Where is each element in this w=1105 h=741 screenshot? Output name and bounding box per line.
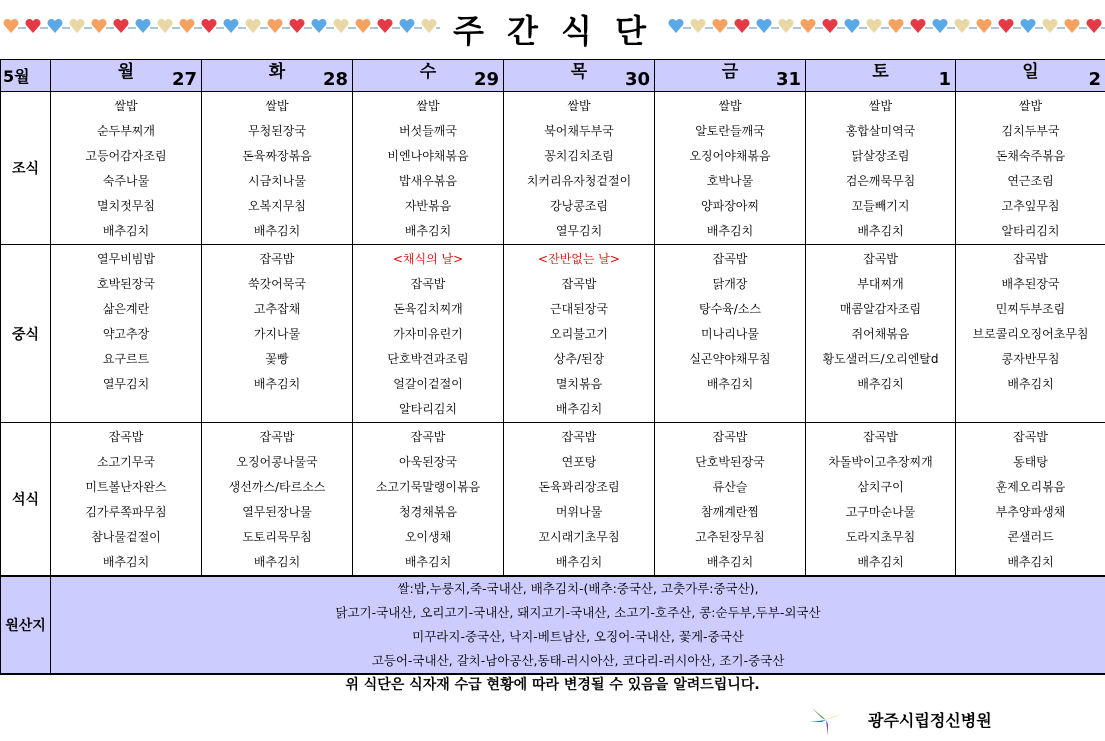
menu-item: 단호박견과조림 — [387, 352, 469, 366]
lunch-row — [1, 245, 1105, 423]
heart-icon — [756, 19, 771, 33]
day-header-tue — [202, 60, 353, 92]
menu-item: 잡곡밥 — [259, 430, 295, 444]
menu-item: 쌀밥 — [567, 99, 591, 113]
menu-item: 근대된장국 — [550, 302, 608, 316]
menu-item: 강낭콩조림 — [550, 199, 608, 213]
menu-item: 밥새우볶음 — [399, 174, 457, 188]
day-date: 30 — [624, 69, 650, 90]
heart-icon — [822, 19, 837, 33]
heart-icon — [311, 19, 326, 33]
menu-item: 오리불고기 — [550, 327, 608, 341]
menu-item: 소고기무국 — [97, 455, 155, 469]
menu-cell — [655, 423, 806, 577]
menu-item: 배추된장국 — [1001, 277, 1060, 291]
menu-cell — [806, 423, 956, 577]
menu-item: 단호박된장국 — [695, 455, 765, 469]
menu-item: 소고기묵말랭이볶음 — [375, 480, 481, 494]
menu-cell — [655, 92, 806, 245]
menu-item: 오이생채 — [404, 530, 452, 544]
menu-cell — [956, 245, 1105, 423]
menu-item: 콘샐러드 — [1007, 530, 1054, 544]
menu-item: 고구마순나물 — [845, 505, 916, 519]
menu-cell — [806, 245, 956, 423]
day-name: 화 — [268, 62, 286, 82]
menu-cell — [51, 245, 202, 423]
menu-item: 상추/된장 — [553, 352, 605, 366]
menu-cell — [51, 92, 202, 245]
day-date: 27 — [171, 69, 197, 90]
menu-item: 매콤알감자조림 — [839, 302, 922, 316]
heart-icon — [1020, 19, 1035, 33]
day-date: 31 — [775, 69, 801, 90]
menu-item: 오징어콩나물국 — [236, 455, 318, 469]
heart-icon — [333, 19, 348, 33]
heart-icon — [245, 19, 260, 33]
heart-icon — [355, 19, 370, 33]
change-notice: 위 식단은 식자재 수급 현황에 따라 변경될 수 있음을 알려드립니다. — [345, 677, 760, 693]
menu-item: 김가루쪽파무침 — [85, 505, 167, 519]
menu-item: 검은깨묵무침 — [845, 174, 916, 188]
menu-item: 배추김치 — [555, 555, 603, 569]
menu-cell — [202, 245, 353, 423]
menu-item: 배추김치 — [706, 377, 754, 391]
meal-label-dinner: 석식 — [1, 423, 51, 577]
menu-item: 꼬들빼기지 — [851, 199, 910, 213]
menu-item: 고등어감자조림 — [85, 149, 167, 163]
menu-item: 배추김치 — [102, 555, 150, 569]
breakfast-row — [1, 92, 1105, 245]
menu-item: 배추김치 — [857, 555, 904, 569]
menu-item: 연포탕 — [561, 455, 597, 469]
heart-icon — [998, 19, 1013, 33]
menu-item: 가자미유린기 — [393, 327, 463, 341]
menu-item: 배추김치 — [404, 224, 452, 238]
menu-cell — [504, 92, 655, 245]
dinner-row — [1, 423, 1105, 577]
menu-cell — [353, 92, 504, 245]
page-title: 주 간 식 단 — [452, 12, 653, 50]
menu-item: 차돌박이고추장찌개 — [828, 455, 933, 469]
menu-item: 북어채두부국 — [544, 124, 614, 138]
menu-item: 얼갈이겉절이 — [393, 377, 463, 391]
menu-item: 탕수육/소스 — [698, 302, 761, 316]
menu-item: 배추김치 — [857, 377, 904, 391]
menu-item: 아욱된장국 — [399, 455, 457, 469]
menu-item: 쌀밥 — [416, 99, 440, 113]
menu-item: 훈제오리볶음 — [995, 480, 1066, 494]
meal-label-breakfast: 조식 — [1, 92, 51, 245]
menu-item: 배추김치 — [706, 555, 754, 569]
menu-item: 오징어야채볶음 — [689, 149, 771, 163]
day-name: 금 — [721, 62, 739, 82]
menu-item: 미트볼난자완스 — [85, 480, 167, 494]
menu-item: 열무된장나물 — [242, 505, 312, 519]
menu-item: 알토란들깨국 — [695, 124, 765, 138]
heart-icon — [179, 19, 194, 33]
heart-icon — [866, 19, 881, 33]
menu-item: 민찌두부조림 — [995, 302, 1066, 316]
menu-item: 콩자반무침 — [1001, 352, 1060, 366]
menu-item: 멸치볶음 — [555, 377, 603, 391]
heart-icon — [1064, 19, 1079, 33]
menu-item: 돈육꽈리장조림 — [538, 480, 620, 494]
menu-item: 배추김치 — [102, 224, 150, 238]
day-name: 토 — [872, 62, 889, 82]
menu-item: 고추잎무침 — [1001, 199, 1060, 213]
menu-item: 열무김치 — [555, 224, 603, 238]
origin-line: 닭고기-국내산, 오리고기-국내산, 돼지고기-국내산, 소고기-호주산, 콩:순두부,두부-외국산 — [335, 605, 821, 620]
heart-icon — [267, 19, 282, 33]
heart-icon — [954, 19, 969, 33]
day-header-wed — [353, 60, 504, 92]
menu-item: 고추된장무침 — [695, 530, 765, 544]
menu-item: 쥐어채볶음 — [851, 327, 910, 341]
menu-item: 배추김치 — [706, 224, 754, 238]
day-name: 일 — [1022, 62, 1039, 82]
menu-item: 잡곡밥 — [561, 277, 597, 291]
menu-item: 쌀밥 — [265, 99, 289, 113]
menu-cell — [655, 245, 806, 423]
menu-item: 실곤약야채무침 — [689, 352, 771, 366]
menu-item: 알타리김치 — [1001, 224, 1060, 238]
menu-item: 배추김치 — [1007, 377, 1054, 391]
menu-item: 숙주나물 — [102, 174, 150, 188]
month-label: 5월 — [1, 60, 51, 92]
menu-item: 배추김치 — [253, 377, 301, 391]
day-name: 월 — [117, 62, 135, 82]
menu-item: 부대찌개 — [857, 277, 904, 291]
menu-item: 도토리묵무침 — [242, 530, 312, 544]
menu-item: 꽃빵 — [265, 352, 289, 366]
menu-item: 생선까스/타르소스 — [228, 480, 326, 494]
heart-icon — [800, 19, 815, 33]
header-row — [1, 60, 1105, 92]
menu-item: 도라지초무침 — [845, 530, 916, 544]
menu-item: 자반볶음 — [404, 199, 452, 213]
menu-item: 고추잡채 — [253, 302, 301, 316]
heart-icon — [223, 19, 238, 33]
menu-item: 동태탕 — [1013, 455, 1048, 469]
menu-item: 배추김치 — [253, 555, 301, 569]
menu-item: 잡곡밥 — [863, 430, 898, 444]
day-header-sun — [956, 60, 1105, 92]
menu-item: 꽁치김치조림 — [544, 149, 614, 163]
menu-item: 쌀밥 — [114, 99, 138, 113]
heart-icon — [421, 19, 436, 33]
heart-icon — [157, 19, 172, 33]
menu-item: 시금치나물 — [248, 174, 306, 188]
menu-item: 알타리김치 — [399, 402, 457, 416]
menu-item: 잡곡밥 — [712, 252, 748, 266]
menu-item: 돈육짜장볶음 — [242, 149, 312, 163]
menu-cell — [504, 245, 655, 423]
heart-icon — [289, 19, 304, 33]
menu-item: 참나물겉절이 — [91, 530, 161, 544]
heart-icon — [690, 19, 705, 33]
menu-item: 닭살장조림 — [851, 149, 910, 163]
heart-icon — [976, 19, 991, 33]
origin-line: 고등어-국내산, 갈치-남아공산,동태-러시아산, 코다리-러시아산, 조기-중국산 — [371, 653, 785, 668]
menu-item: 잡곡밥 — [108, 430, 144, 444]
menu-item: 호박된장국 — [97, 277, 155, 291]
menu-item: 치커리유자청겉절이 — [526, 174, 632, 188]
starburst-logo-icon — [808, 702, 844, 738]
day-date: 28 — [322, 69, 348, 90]
menu-item: 삶은계란 — [102, 302, 150, 316]
menu-item: 오복지무침 — [248, 199, 306, 213]
day-header-mon — [51, 60, 202, 92]
heart-icon — [844, 19, 859, 33]
menu-item: 홍합살미역국 — [845, 124, 916, 138]
menu-item: 청경채볶음 — [399, 505, 457, 519]
heart-icon — [734, 19, 749, 33]
menu-item: 쌀밥 — [718, 99, 742, 113]
menu-item: 배추김치 — [404, 555, 452, 569]
menu-item: 호박나물 — [706, 174, 754, 188]
heart-icon — [1086, 19, 1101, 33]
menu-item: 쌀밥 — [1018, 99, 1043, 113]
menu-item: 잡곡밥 — [1013, 252, 1048, 266]
heart-icon — [69, 19, 84, 33]
day-header-fri — [655, 60, 806, 92]
heart-icon — [25, 19, 40, 33]
menu-item: 닭개장 — [712, 277, 748, 291]
menu-item: 열무김치 — [102, 377, 150, 391]
heart-icon — [113, 19, 128, 33]
heart-icon — [47, 19, 62, 33]
menu-cell — [956, 92, 1105, 245]
menu-item: 미나리나물 — [701, 327, 759, 341]
menu-item: 황도샐러드/오리엔탈d — [822, 352, 939, 366]
menu-item: 잡곡밥 — [863, 252, 898, 266]
menu-cell — [806, 92, 956, 245]
menu-item: <잔반없는 날> — [538, 252, 620, 266]
heart-icon — [910, 19, 925, 33]
hearts-garland-right — [665, 16, 1105, 38]
menu-cell — [202, 92, 353, 245]
origin-row — [1, 576, 1105, 674]
menu-item: 꼬시래기초무침 — [538, 530, 620, 544]
heart-icon — [201, 19, 216, 33]
heart-icon — [668, 19, 683, 33]
origin-label: 원산지 — [1, 576, 51, 674]
heart-icon — [932, 19, 947, 33]
day-date: 2 — [1088, 69, 1101, 90]
heart-icon — [377, 19, 392, 33]
menu-item: 배추김치 — [253, 224, 301, 238]
menu-item: 머위나물 — [555, 505, 603, 519]
day-name: 수 — [419, 62, 437, 82]
heart-icon — [1042, 19, 1057, 33]
menu-item: 무청된장국 — [248, 124, 306, 138]
menu-item: 브로콜리오징어초무침 — [972, 327, 1089, 341]
origin-line: 쌀:밥,누룽지,죽-국내산, 배추김치-(배추:중국산, 고춧가루:중국산), — [397, 581, 759, 596]
menu-item: 잡곡밥 — [561, 430, 597, 444]
heart-icon — [3, 19, 18, 33]
menu-item: 순두부찌개 — [97, 124, 155, 138]
menu-item: 쌀밥 — [868, 99, 893, 113]
menu-item: 잡곡밥 — [410, 430, 446, 444]
hearts-garland-left — [0, 16, 440, 38]
day-name: 목 — [570, 62, 588, 82]
menu-item: 돈채숙주볶음 — [995, 149, 1066, 163]
menu-item: 쑥갓어묵국 — [248, 277, 306, 291]
menu-item: 요구르트 — [102, 352, 150, 366]
meal-label-lunch: 중식 — [1, 245, 51, 423]
menu-cell — [353, 245, 504, 423]
origin-line: 미꾸라지-중국산, 낙지-베트남산, 오징어-국내산, 꽃게-중국산 — [412, 629, 744, 644]
menu-cell — [202, 423, 353, 577]
origin-info — [51, 576, 1105, 674]
menu-item: 돈육김치찌개 — [393, 302, 463, 316]
menu-item: 배추김치 — [1007, 555, 1054, 569]
weekly-menu-table — [0, 59, 1105, 675]
day-header-sat — [806, 60, 956, 92]
menu-item: 연근조림 — [1007, 174, 1054, 188]
menu-item: 멸치젓무침 — [97, 199, 155, 213]
menu-cell — [504, 423, 655, 577]
menu-item: 가지나물 — [253, 327, 301, 341]
menu-item: 양파장아찌 — [701, 199, 759, 213]
menu-item: 김치두부국 — [1001, 124, 1060, 138]
heart-icon — [712, 19, 727, 33]
menu-cell — [956, 423, 1105, 577]
menu-item: 잡곡밥 — [259, 252, 295, 266]
menu-cell — [353, 423, 504, 577]
menu-item: 잡곡밥 — [1013, 430, 1048, 444]
menu-item: 류산슬 — [712, 480, 748, 494]
heart-icon — [91, 19, 106, 33]
menu-item: 열무비빔밥 — [97, 252, 155, 266]
menu-item: 잡곡밥 — [712, 430, 748, 444]
menu-item: 버섯들깨국 — [399, 124, 457, 138]
menu-item: 삼치구이 — [857, 480, 904, 494]
menu-item: 비엔나야채볶음 — [387, 149, 469, 163]
day-date: 1 — [938, 69, 951, 90]
menu-item: 배추김치 — [857, 224, 904, 238]
heart-icon — [135, 19, 150, 33]
menu-cell — [51, 423, 202, 577]
menu-item: <채식의 날> — [392, 252, 464, 266]
menu-item: 부추양파생채 — [995, 505, 1066, 519]
heart-icon — [778, 19, 793, 33]
menu-item: 약고추장 — [102, 327, 150, 341]
day-header-thu — [504, 60, 655, 92]
day-date: 29 — [473, 69, 499, 90]
menu-item: 참깨계란찜 — [701, 505, 759, 519]
hospital-name: 광주시립정신병원 — [868, 711, 992, 730]
heart-icon — [888, 19, 903, 33]
menu-item: 잡곡밥 — [410, 277, 446, 291]
menu-item: 배추김치 — [555, 402, 603, 416]
heart-icon — [399, 19, 414, 33]
